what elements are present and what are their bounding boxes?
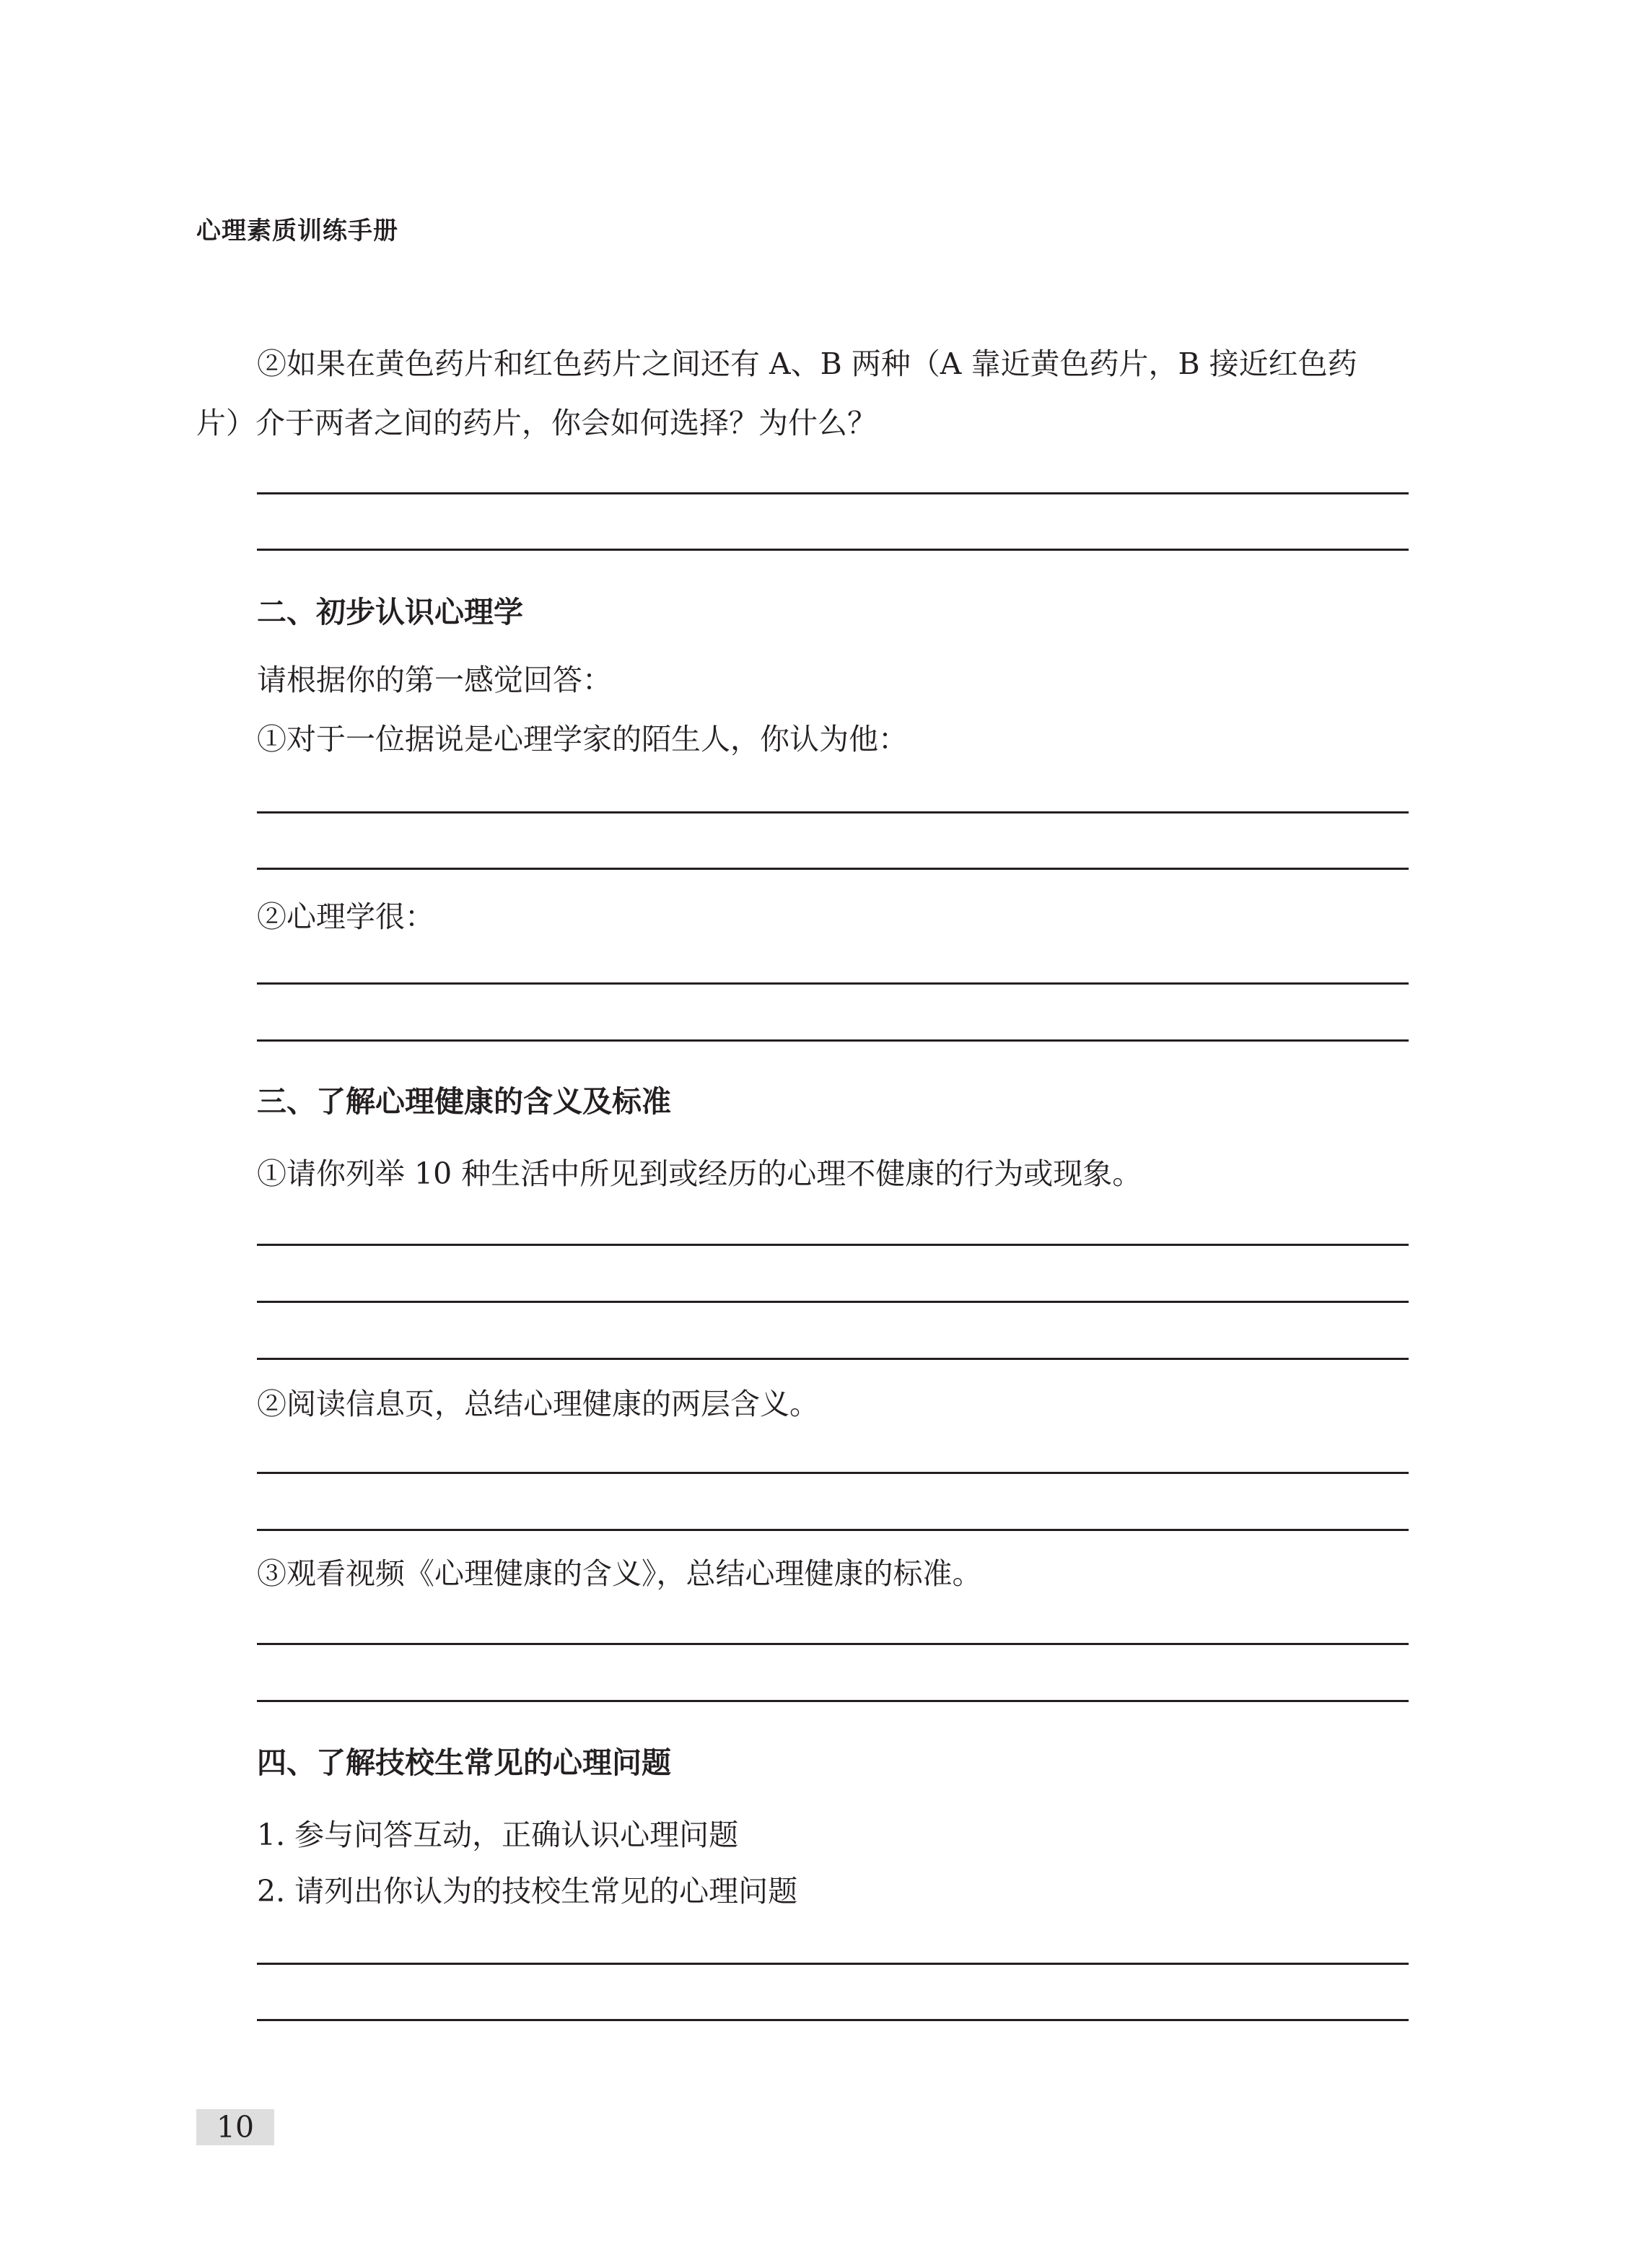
question-text: ③观看视频《心理健康的含义》，总结心理健康的标准。 [257, 1556, 982, 1591]
answer-line [257, 549, 1409, 551]
instruction-text: 请根据你的第一感觉回答： [257, 663, 612, 697]
section-heading: 三、了解心理健康的含义及标准 [257, 1084, 671, 1119]
running-header: 心理素质训练手册 [196, 217, 398, 245]
answer-line [257, 811, 1409, 814]
question-text: ②阅读信息页，总结心理健康的两层含义。 [257, 1387, 819, 1421]
list-item: 1. 参与问答互动，正确认识心理问题 [257, 1818, 739, 1852]
answer-line [257, 1963, 1409, 1965]
answer-line [257, 1244, 1409, 1246]
answer-line [257, 1529, 1409, 1531]
answer-line [257, 1472, 1409, 1474]
answer-line [257, 982, 1409, 985]
question-text: ②如果在黄色药片和红色药片之间还有 A、B 两种（A 靠近黄色药片，B 接近红色药 [257, 346, 1357, 381]
answer-line [257, 2019, 1409, 2021]
page-number: 10 [196, 2109, 274, 2145]
question-text: 片）介于两者之间的药片，你会如何选择？为什么？ [196, 406, 877, 440]
question-text: ②心理学很： [257, 899, 434, 934]
section-heading: 四、了解技校生常见的心理问题 [257, 1745, 671, 1780]
answer-line [257, 1358, 1409, 1360]
answer-line [257, 492, 1409, 494]
question-text: ①对于一位据说是心理学家的陌生人，你认为他： [257, 722, 908, 756]
answer-line [257, 1700, 1409, 1702]
section-heading: 二、初步认识心理学 [257, 595, 523, 629]
answer-line [257, 1643, 1409, 1645]
answer-line [257, 1301, 1409, 1303]
answer-line [257, 868, 1409, 870]
answer-line [257, 1039, 1409, 1042]
question-text: ①请你列举 10 种生活中所见到或经历的心理不健康的行为或现象。 [257, 1156, 1142, 1191]
list-item: 2. 请列出你认为的技校生常见的心理问题 [257, 1874, 798, 1909]
